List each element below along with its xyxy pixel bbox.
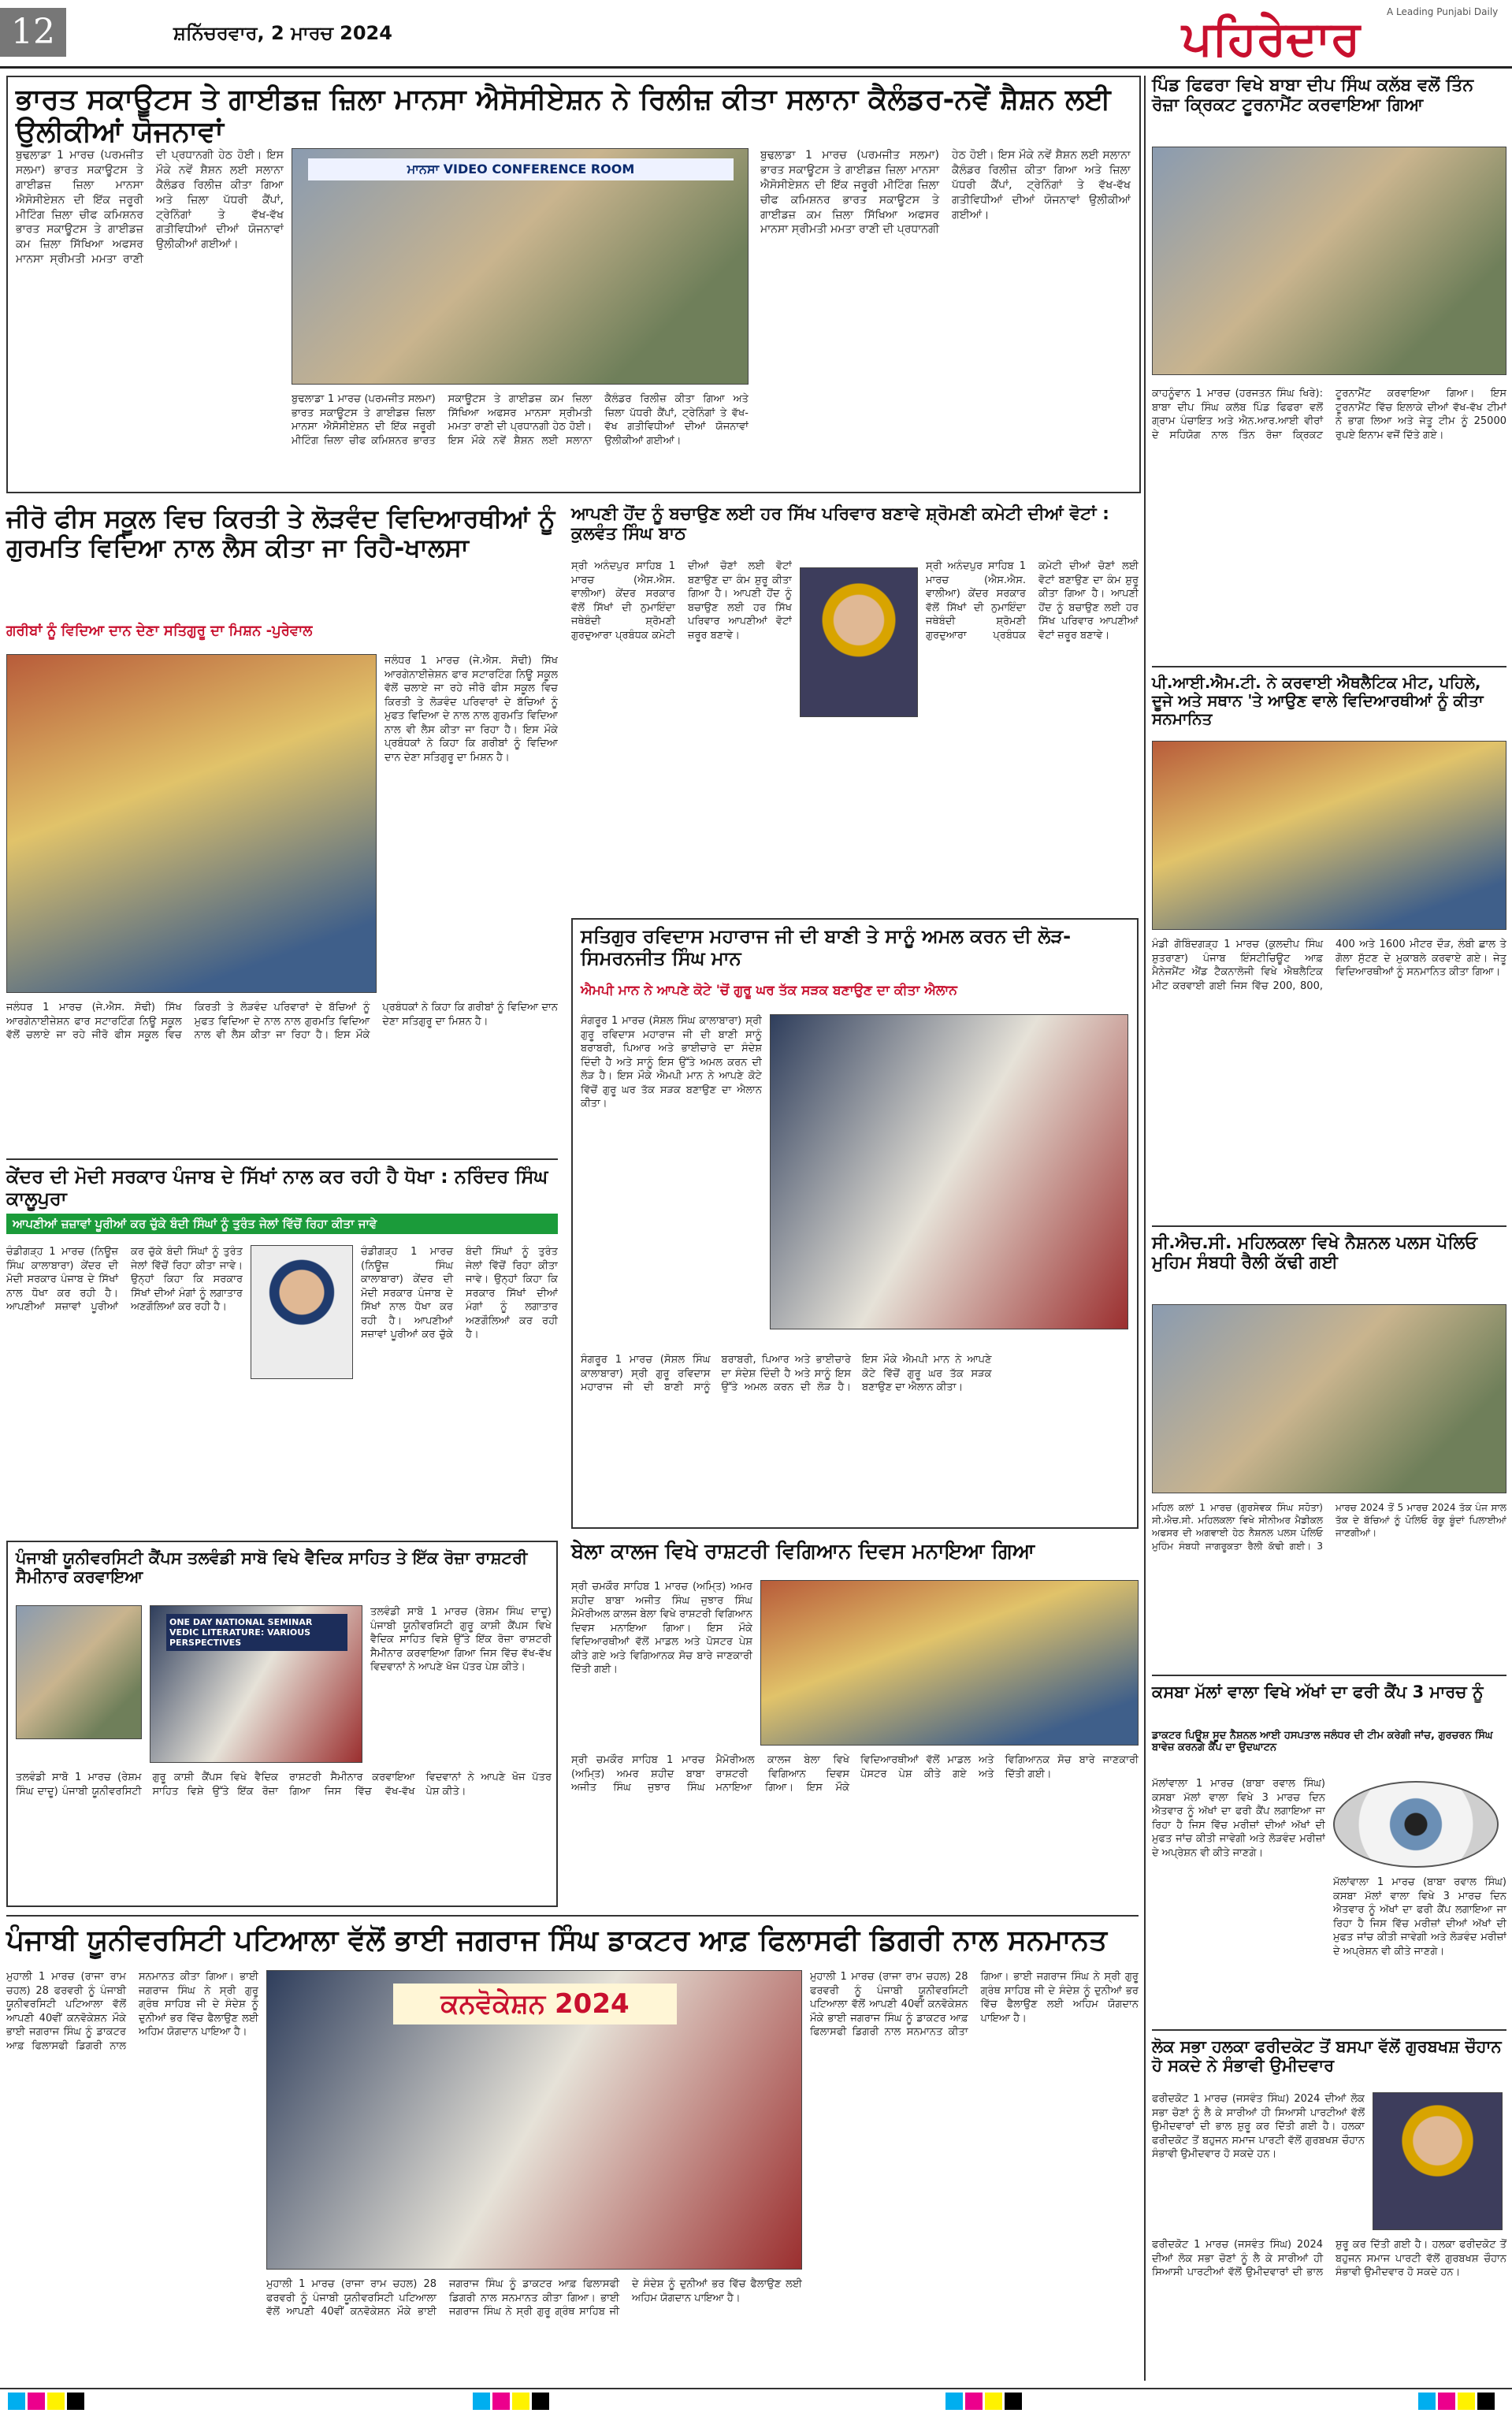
article-body: ਮੱਲਾਂਵਾਲਾ 1 ਮਾਰਚ (ਬਾਬਾ ਰਵਾਲ ਸਿੰਘ) ਕਸਬਾ ਮੱਲਾਂ ਵਾਲਾ ਵਿਖੇ 3 ਮਾਰਚ ਦਿਨ ਐਤਵਾਰ ਨੂੰ ਅੱਖਾਂ ਦਾ ਫਰੀ ਕੈਂਪ ਲਗਾਇਆ ਜਾ ਰਿਹਾ ਹੈ ਜਿਸ ਵਿੱਚ ਮਰੀਜ਼ਾਂ ਦੀਆਂ ਅੱਖਾਂ ਦੀ ਮੁਫਤ ਜਾਂਚ ਕੀਤੀ ਜਾਵੇਗੀ ਅਤੇ ਲੋੜਵੰਦ ਮਰੀਜ਼ਾਂ ਦੇ ਅਪ੍ਰੇਸ਼ਨ ਵੀ ਕੀਤੇ ਜਾਣਗੇ। bbox=[1152, 1778, 1325, 1859]
article-polio bbox=[1152, 1225, 1506, 1667]
header-rule bbox=[0, 66, 1512, 69]
divider bbox=[1152, 1225, 1506, 1227]
color-swatches-left bbox=[8, 2393, 87, 2413]
article-headline: ਪੀ.ਆਈ.ਐਮ.ਟੀ. ਨੇ ਕਰਵਾਈ ਐਥਲੈਟਿਕ ਮੀਟ, ਪਹਿਲੇ, ਦੂਜੇ ਅਤੇ ਸਥਾਨ 'ਤੇ ਆਉਣ ਵਾਲੇ ਵਿਦਿਆਰਥੀਆਂ ਨੂੰ ਕੀਤਾ ਸਨਮਾਨਿਤ bbox=[1152, 673, 1484, 728]
news-photo bbox=[760, 1580, 1139, 1746]
article-body-continued: ਸ੍ਰੀ ਅਨੰਦਪੁਰ ਸਾਹਿਬ 1 ਮਾਰਚ (ਐਸ.ਐਸ. ਵਾਲੀਆ) ਕੇਂਦਰ ਸਰਕਾਰ ਵੱਲੋਂ ਸਿੱਖਾਂ ਦੀ ਨੁਮਾਇੰਦਾ ਜਥੇਬੰਦੀ ਸ਼੍ਰੋਮਣੀ ਗੁਰਦੁਆਰਾ ਪ੍ਰਬੰਧਕ ਕਮੇਟੀ ਦੀਆਂ ਚੋਣਾਂ ਲਈ ਵੋਟਾਂ ਬਣਾਉਣ ਦਾ ਕੰਮ ਸ਼ੁਰੂ ਕੀਤਾ ਗਿਆ ਹੈ। ਆਪਣੀ ਹੋਂਦ ਨੂੰ ਬਚਾਉਣ ਲਈ ਹਰ ਸਿੱਖ ਪਰਿਵਾਰ ਆਪਣੀਆਂ ਵੋਟਾਂ ਜ਼ਰੂਰ ਬਣਾਵੇ। bbox=[926, 560, 1139, 641]
article-baath bbox=[571, 504, 1139, 914]
article-subhead: ਗਰੀਬਾਂ ਨੂੰ ਵਿਦਿਆ ਦਾਨ ਦੇਣਾ ਸਤਿਗੁਰੂ ਦਾ ਮਿਸ਼ਨ -ਪੁਰੇਵਾਲ bbox=[6, 623, 313, 639]
page-header bbox=[0, 0, 1512, 71]
masthead: ਪਹਿਰੇਦਾਰ bbox=[1182, 11, 1361, 66]
article-eye-camp bbox=[1152, 1675, 1506, 2021]
column-divider bbox=[1144, 76, 1146, 2381]
article-body: ਮੁਹਾਲੀ 1 ਮਾਰਚ (ਰਾਜਾ ਰਾਮ ਚਹਲ) 28 ਫਰਵਰੀ ਨੂੰ ਪੰਜਾਬੀ ਯੂਨੀਵਰਸਿਟੀ ਪਟਿਆਲਾ ਵੱਲੋਂ ਆਪਣੀ 40ਵੀਂ ਕਨਵੋਕੇਸ਼ਨ ਮੌਕੇ ਭਾਈ ਜਗਰਾਜ ਸਿੰਘ ਨੂੰ ਡਾਕਟਰ ਆਫ਼ ਫਿਲਾਸਫੀ ਡਿਗਰੀ ਨਾਲ ਸਨਮਾਨਤ ਕੀਤਾ ਗਿਆ। ਭਾਈ ਜਗਰਾਜ ਸਿੰਘ ਨੇ ਸ੍ਰੀ ਗੁਰੂ ਗ੍ਰੰਥ ਸਾਹਿਬ ਜੀ ਦੇ ਸੰਦੇਸ਼ ਨੂੰ ਦੁਨੀਆਂ ਭਰ ਵਿੱਚ ਫੈਲਾਉਣ ਲਈ ਅਹਿਮ ਯੋਗਦਾਨ ਪਾਇਆ ਹੈ। bbox=[6, 1971, 258, 2052]
article-cricket bbox=[1152, 76, 1506, 659]
divider bbox=[6, 1915, 1139, 1917]
article-headline: ਪੰਜਾਬੀ ਯੂਨੀਵਰਸਿਟੀ ਕੈਂਪਸ ਤਲਵੰਡੀ ਸਾਬੋ ਵਿਖੇ ਵੈਦਿਕ ਸਾਹਿਤ ਤੇ ਇੱਕ ਰੋਜ਼ਾ ਰਾਸ਼ਟਰੀ ਸੈਮੀਨਾਰ ਕਰਵਾਇਆ bbox=[16, 1549, 528, 1587]
article-body: ਕਾਹਨੂੰਵਾਨ 1 ਮਾਰਚ (ਹਰਜਤਨ ਸਿੰਘ ਖਿਰੇ): ਬਾਬਾ ਦੀਪ ਸਿੰਘ ਕਲੱਬ ਪਿੰਡ ਫਿਫਰਾ ਵਲੋਂ ਗ੍ਰਾਮ ਪੰਚਾਇਤ ਅਤੇ ਐਨ.ਆਰ.ਆਈ ਵੀਰਾਂ ਦੇ ਸਹਿਯੋਗ ਨਾਲ ਤਿੰਨ ਰੋਜ਼ਾ ਕ੍ਰਿਕਟ ਟੂਰਨਾਮੈਂਟ ਕਰਵਾਇਆ ਗਿਆ। ਇਸ ਟੂਰਨਾਮੈਂਟ ਵਿੱਚ ਇਲਾਕੇ ਦੀਆਂ ਵੱਖ-ਵੱਖ ਟੀਮਾਂ ਨੇ ਭਾਗ ਲਿਆ ਅਤੇ ਜੇਤੂ ਟੀਮ ਨੂੰ 25000 ਰੁਪਏ ਇਨਾਮ ਵਜੋਂ ਦਿੱਤੇ ਗਏ। bbox=[1152, 388, 1506, 441]
color-swatches-center-right bbox=[945, 2393, 1024, 2413]
article-headline: ਲੋਕ ਸਭਾ ਹਲਕਾ ਫਰੀਦਕੋਟ ਤੋਂ ਬਸਪਾ ਵੱਲੋਂ ਗੁਰਬਖਸ਼ ਚੌਹਾਨ ਹੋ ਸਕਦੇ ਨੇ ਸੰਭਾਵੀ ਉਮੀਦਵਾਰ bbox=[1152, 2037, 1502, 2076]
article-lok-sabha bbox=[1152, 2029, 1506, 2380]
news-photo bbox=[1152, 741, 1506, 930]
article-ravidas bbox=[571, 918, 1139, 1529]
article-scouts bbox=[6, 76, 1141, 493]
news-photo bbox=[266, 1970, 802, 2270]
article-body-continued: ਸੰਗਰੂਰ 1 ਮਾਰਚ (ਸੋਸ਼ਲ ਸਿੰਘ ਕਾਲਾਬਾਰਾ) ਸ੍ਰੀ ਗੁਰੂ ਰਵਿਦਾਸ ਮਹਾਰਾਜ ਜੀ ਦੀ ਬਾਣੀ ਸਾਨੂੰ ਬਰਾਬਰੀ, ਪਿਆਰ ਅਤੇ ਭਾਈਚਾਰੇ ਦਾ ਸੰਦੇਸ਼ ਦਿੰਦੀ ਹੈ ਅਤੇ ਸਾਨੂੰ ਇਸ ਉੱਤੇ ਅਮਲ ਕਰਨ ਦੀ ਲੋੜ ਹੈ। ਇਸ ਮੌਕੇ ਐਮਪੀ ਮਾਨ ਨੇ ਆਪਣੇ ਕੋਟੇ ਵਿੱਚੋਂ ਗੁਰੂ ਘਰ ਤੱਕ ਸੜਕ ਬਣਾਉਣ ਦਾ ਐਲਾਨ ਕੀਤਾ। bbox=[581, 1354, 992, 1394]
article-body-right: ਮੁਹਾਲੀ 1 ਮਾਰਚ (ਰਾਜਾ ਰਾਮ ਚਹਲ) 28 ਫਰਵਰੀ ਨੂੰ ਪੰਜਾਬੀ ਯੂਨੀਵਰਸਿਟੀ ਪਟਿਆਲਾ ਵੱਲੋਂ ਆਪਣੀ 40ਵੀਂ ਕਨਵੋਕੇਸ਼ਨ ਮੌਕੇ ਭਾਈ ਜਗਰਾਜ ਸਿੰਘ ਨੂੰ ਡਾਕਟਰ ਆਫ਼ ਫਿਲਾਸਫੀ ਡਿਗਰੀ ਨਾਲ ਸਨਮਾਨਤ ਕੀਤਾ ਗਿਆ। ਭਾਈ ਜਗਰਾਜ ਸਿੰਘ ਨੇ ਸ੍ਰੀ ਗੁਰੂ ਗ੍ਰੰਥ ਸਾਹਿਬ ਜੀ ਦੇ ਸੰਦੇਸ਼ ਨੂੰ ਦੁਨੀਆਂ ਭਰ ਵਿੱਚ ਫੈਲਾਉਣ ਲਈ ਅਹਿਮ ਯੋਗਦਾਨ ਪਾਇਆ ਹੈ। bbox=[810, 1971, 1139, 2039]
article-headline: ਪਿੰਡ ਫਿਫਰਾ ਵਿਖੇ ਬਾਬਾ ਦੀਪ ਸਿੰਘ ਕਲੱਬ ਵਲੋਂ ਤਿੰਨ ਰੋਜ਼ਾ ਕ੍ਰਿਕਟ ਟੂਰਨਾਮੈਂਟ ਕਰਵਾਇਆ ਗਿਆ bbox=[1152, 76, 1474, 116]
article-body-continued: ਮੱਲਾਂਵਾਲਾ 1 ਮਾਰਚ (ਬਾਬਾ ਰਵਾਲ ਸਿੰਘ) ਕਸਬਾ ਮੱਲਾਂ ਵਾਲਾ ਵਿਖੇ 3 ਮਾਰਚ ਦਿਨ ਐਤਵਾਰ ਨੂੰ ਅੱਖਾਂ ਦਾ ਫਰੀ ਕੈਂਪ ਲਗਾਇਆ ਜਾ ਰਿਹਾ ਹੈ ਜਿਸ ਵਿੱਚ ਮਰੀਜ਼ਾਂ ਦੀਆਂ ਅੱਖਾਂ ਦੀ ਮੁਫਤ ਜਾਂਚ ਕੀਤੀ ਜਾਵੇਗੀ ਅਤੇ ਲੋੜਵੰਦ ਮਰੀਜ਼ਾਂ ਦੇ ਅਪ੍ਰੇਸ਼ਨ ਵੀ ਕੀਤੇ ਜਾਣਗੇ। bbox=[1333, 1876, 1506, 1958]
page-number: 12 bbox=[0, 8, 66, 57]
article-body: ਮੰਡੀ ਗੋਬਿੰਦਗੜ੍ਹ 1 ਮਾਰਚ (ਕੁਲਦੀਪ ਸਿੰਘ ਸ਼ੁਤਰਾਣਾ) ਪੰਜਾਬ ਇੰਸਟੀਚਿਊਟ ਆਫ਼ ਮੈਨੇਜਮੈਂਟ ਐਂਡ ਟੈਕਨਾਲੋਜੀ ਵਿਖੇ ਐਥਲੈਟਿਕ ਮੀਟ ਕਰਵਾਈ ਗਈ ਜਿਸ ਵਿੱਚ 200, 800, 400 ਅਤੇ 1600 ਮੀਟਰ ਦੌੜ, ਲੰਬੀ ਛਾਲ ਤੇ ਗੋਲਾ ਸੁੱਟਣ ਦੇ ਮੁਕਾਬਲੇ ਕਰਵਾਏ ਗਏ। ਜੇਤੂ ਵਿਦਿਆਰਥੀਆਂ ਨੂੰ ਸਨਮਾਨਿਤ ਕੀਤਾ ਗਿਆ। bbox=[1152, 939, 1506, 992]
eye-illustration bbox=[1333, 1781, 1499, 1868]
tagline: A Leading Punjabi Daily bbox=[1387, 6, 1499, 17]
article-body-continued: ਬੁਢਲਾਡਾ 1 ਮਾਰਚ (ਪਰਮਜੀਤ ਸਲਮਾ) ਭਾਰਤ ਸਕਾਊਟਸ ਤੇ ਗਾਈਡਜ਼ ਜ਼ਿਲਾ ਮਾਨਸਾ ਐਸੋਸੀਏਸ਼ਨ ਦੀ ਇੱਕ ਜਰੂਰੀ ਮੀਟਿੰਗ ਜ਼ਿਲਾ ਚੀਫ ਕਮਿਸ਼ਨਰ ਭਾਰਤ ਸਕਾਊਟਸ ਤੇ ਗਾਈਡਜ਼ ਕਮ ਜ਼ਿਲਾ ਸਿੱਖਿਆ ਅਫਸਰ ਮਾਨਸਾ ਸ੍ਰੀਮਤੀ ਮਮਤਾ ਰਾਣੀ ਦੀ ਪ੍ਰਧਾਨਗੀ ਹੇਠ ਹੋਈ। ਇਸ ਮੌਕੇ ਨਵੇਂ ਸ਼ੈਸ਼ਨ ਲਈ ਸਲਾਨਾ ਕੈਲੰਡਰ ਰਿਲੀਜ਼ ਕੀਤਾ ਗਿਆ ਅਤੇ ਜ਼ਿਲਾ ਪੱਧਰੀ ਕੈਂਪਾਂ, ਟ੍ਰੇਨਿੰਗਾਂ ਤੇ ਵੱਖ-ਵੱਖ ਗਤੀਵਿਧੀਆਂ ਦੀਆਂ ਯੋਜਨਾਵਾਂ ਉਲੀਕੀਆਂ ਗਈਆਂ। bbox=[292, 393, 749, 447]
article-headline: ਸੀ.ਐਚ.ਸੀ. ਮਹਿਲਕਲਾ ਵਿਖੇ ਨੈਸ਼ਨਲ ਪਲਸ ਪੋਲਿਓ ਮੁਹਿਮ ਸੰਬਧੀ ਰੈਲੀ ਕੱਢੀ ਗਈ bbox=[1152, 1233, 1478, 1273]
article-subhead: ਐਮਪੀ ਮਾਨ ਨੇ ਆਪਣੇ ਕੋਟੇ 'ਚੋਂ ਗੁਰੂ ਘਰ ਤੱਕ ਸੜਕ ਬਣਾਉਣ ਦਾ ਕੀਤਾ ਐਲਾਨ bbox=[581, 983, 957, 998]
article-headline: ਸਤਿਗੁਰ ਰਵਿਦਾਸ ਮਹਾਰਾਜ ਜੀ ਦੀ ਬਾਣੀ ਤੇ ਸਾਨੂੰ ਅਮਲ ਕਰਨ ਦੀ ਲੋੜ- ਸਿਮਰਨਜੀਤ ਸਿੰਘ ਮਾਨ bbox=[581, 925, 1072, 969]
article-headline: ਭਾਰਤ ਸਕਾਊਟਸ ਤੇ ਗਾਈਡਜ਼ ਜ਼ਿਲਾ ਮਾਨਸਾ ਐਸੋਸੀਏਸ਼ਨ ਨੇ ਰਿਲੀਜ਼ ਕੀਤਾ ਸਲਾਨਾ ਕੈਲੰਡਰ-ਨਵੇਂ ਸ਼ੈਸ਼ਨ ਲਈ ਉਲੀਕੀਆਂ ਯੋਜਨਾਵਾਂ bbox=[16, 84, 1111, 149]
article-headline: ਬੇਲਾ ਕਾਲਜ ਵਿਖੇ ਰਾਸ਼ਟਰੀ ਵਿਗਿਆਨ ਦਿਵਸ ਮਨਾਇਆ ਗਿਆ bbox=[571, 1540, 1035, 1563]
article-university bbox=[6, 1915, 1139, 2380]
color-swatches-center bbox=[473, 2393, 552, 2413]
photo-banner: ਮਾਨਸਾ VIDEO CONFERENCE ROOM bbox=[308, 158, 734, 180]
article-body-continued: ਸ੍ਰੀ ਚਮਕੌਰ ਸਾਹਿਬ 1 ਮਾਰਚ (ਅਮਿ੍ਤ) ਅਮਰ ਸ਼ਹੀਦ ਬਾਬਾ ਅਜੀਤ ਸਿੰਘ ਜੁਝਾਰ ਸਿੰਘ ਮੈਮੋਰੀਅਲ ਕਾਲਜ ਬੇਲਾ ਵਿਖੇ ਰਾਸ਼ਟਰੀ ਵਿਗਿਆਨ ਦਿਵਸ ਮਨਾਇਆ ਗਿਆ। ਇਸ ਮੌਕੇ ਵਿਦਿਆਰਥੀਆਂ ਵੱਲੋਂ ਮਾਡਲ ਅਤੇ ਪੋਸਟਰ ਪੇਸ਼ ਕੀਤੇ ਗਏ ਅਤੇ ਵਿਗਿਆਨਕ ਸੋਚ ਬਾਰੇ ਜਾਣਕਾਰੀ ਦਿੱਤੀ ਗਈ। bbox=[571, 1754, 1139, 1794]
news-photo bbox=[6, 654, 377, 993]
article-body-continued: ਜਲੰਧਰ 1 ਮਾਰਚ (ਜੇ.ਐਸ. ਸੋਢੀ) ਸਿੱਖ ਆਰਗੇਨਾਈਜ਼ੇਸ਼ਨ ਫਾਰ ਸਟਾਰਟਿੰਗ ਨਿਊ ਸਕੂਲ ਵੱਲੋਂ ਚਲਾਏ ਜਾ ਰਹੇ ਜੀਰੋ ਫੀਸ ਸਕੂਲ ਵਿਚ ਕਿਰਤੀ ਤੇ ਲੋੜਵੰਦ ਪਰਿਵਾਰਾਂ ਦੇ ਬੱਚਿਆਂ ਨੂੰ ਮੁਫਤ ਵਿਦਿਆ ਦੇ ਨਾਲ ਨਾਲ ਗੁਰਮਤਿ ਵਿਦਿਆ ਨਾਲ ਵੀ ਲੈਸ ਕੀਤਾ ਜਾ ਰਿਹਾ ਹੈ। ਇਸ ਮੌਕੇ ਪ੍ਰਬੰਧਕਾਂ ਨੇ ਕਿਹਾ ਕਿ ਗਰੀਬਾਂ ਨੂੰ ਵਿਦਿਆ ਦਾਨ ਦੇਣਾ ਸਤਿਗੁਰੂ ਦਾ ਮਿਸ਼ਨ ਹੈ। bbox=[6, 1002, 558, 1042]
article-headline: ਜੀਰੋ ਫੀਸ ਸਕੂਲ ਵਿਚ ਕਿਰਤੀ ਤੇ ਲੋੜਵੰਦ ਵਿਦਿਆਰਥੀਆਂ ਨੂੰ ਗੁਰਮਤਿ ਵਿਦਿਆ ਨਾਲ ਲੈਸ ਕੀਤਾ ਜਾ ਰਿਹੈ-ਖਾਲਸਾ bbox=[6, 504, 555, 563]
article-body: ਸੰਗਰੂਰ 1 ਮਾਰਚ (ਸੋਸ਼ਲ ਸਿੰਘ ਕਾਲਾਬਾਰਾ) ਸ੍ਰੀ ਗੁਰੂ ਰਵਿਦਾਸ ਮਹਾਰਾਜ ਜੀ ਦੀ ਬਾਣੀ ਸਾਨੂੰ ਬਰਾਬਰੀ, ਪਿਆਰ ਅਤੇ ਭਾਈਚਾਰੇ ਦਾ ਸੰਦੇਸ਼ ਦਿੰਦੀ ਹੈ ਅਤੇ ਸਾਨੂੰ ਇਸ ਉੱਤੇ ਅਮਲ ਕਰਨ ਦੀ ਲੋੜ ਹੈ। ਇਸ ਮੌਕੇ ਐਮਪੀ ਮਾਨ ਨੇ ਆਪਣੇ ਕੋਟੇ ਵਿੱਚੋਂ ਗੁਰੂ ਘਰ ਤੱਕ ਸੜਕ ਬਣਾਉਣ ਦਾ ਐਲਾਨ ਕੀਤਾ। bbox=[581, 1015, 762, 1110]
news-photo bbox=[292, 148, 749, 385]
news-photo bbox=[1152, 1304, 1506, 1493]
news-photo bbox=[1152, 147, 1506, 375]
print-registration-bar bbox=[0, 2388, 1512, 2411]
news-photo-stage bbox=[150, 1605, 362, 1763]
article-body: ਸ੍ਰੀ ਅਨੰਦਪੁਰ ਸਾਹਿਬ 1 ਮਾਰਚ (ਐਸ.ਐਸ. ਵਾਲੀਆ) ਕੇਂਦਰ ਸਰਕਾਰ ਵੱਲੋਂ ਸਿੱਖਾਂ ਦੀ ਨੁਮਾਇੰਦਾ ਜਥੇਬੰਦੀ ਸ਼੍ਰੋਮਣੀ ਗੁਰਦੁਆਰਾ ਪ੍ਰਬੰਧਕ ਕਮੇਟੀ ਦੀਆਂ ਚੋਣਾਂ ਲਈ ਵੋਟਾਂ ਬਣਾਉਣ ਦਾ ਕੰਮ ਸ਼ੁਰੂ ਕੀਤਾ ਗਿਆ ਹੈ। ਆਪਣੀ ਹੋਂਦ ਨੂੰ ਬਚਾਉਣ ਲਈ ਹਰ ਸਿੱਖ ਪਰਿਵਾਰ ਆਪਣੀਆਂ ਵੋਟਾਂ ਜ਼ਰੂਰ ਬਣਾਵੇ। bbox=[571, 560, 792, 641]
date-line: ਸ਼ਨਿੱਚਰਵਾਰ, 2 ਮਾਰਚ 2024 bbox=[173, 22, 392, 44]
article-kalupura bbox=[6, 1158, 558, 1529]
article-headline: ਪੰਜਾਬੀ ਯੂਨੀਵਰਸਿਟੀ ਪਟਿਆਲਾ ਵੱਲੋਂ ਭਾਈ ਜਗਰਾਜ ਸਿੰਘ ਡਾਕਟਰ ਆਫ਼ ਫਿਲਾਸਫੀ ਡਿਗਰੀ ਨਾਲ ਸਨਮਾਨਤ bbox=[6, 1924, 1108, 1957]
article-headline: ਕੇਂਦਰ ਦੀ ਮੋਦੀ ਸਰਕਾਰ ਪੰਜਾਬ ਦੇ ਸਿੱਖਾਂ ਨਾਲ ਕਰ ਰਹੀ ਹੈ ਧੋਖਾ : ਨਰਿੰਦਰ ਸਿੰਘ ਕਾਲੂਪੁਰਾ bbox=[6, 1166, 548, 1210]
photo-banner: ONE DAY NATIONAL SEMINAR VEDIC LITERATURE: VARIOUS PERSPECTIVES bbox=[166, 1614, 347, 1651]
portrait-photo bbox=[800, 567, 918, 717]
news-photo bbox=[16, 1605, 142, 1739]
news-photo bbox=[770, 1014, 1128, 1329]
article-body-right: ਤਲਵੰਡੀ ਸਾਬੋ 1 ਮਾਰਚ (ਰੇਸ਼ਮ ਸਿੰਘ ਦਾਦੂ) ਪੰਜਾਬੀ ਯੂਨੀਵਰਸਿਟੀ ਗੁਰੂ ਕਾਸ਼ੀ ਕੈਂਪਸ ਵਿਖੇ ਵੈਦਿਕ ਸਾਹਿਤ ਵਿਸ਼ੇ ਉੱਤੇ ਇੱਕ ਰੋਜ਼ਾ ਰਾਸ਼ਟਰੀ ਸੈਮੀਨਾਰ ਕਰਵਾਇਆ ਗਿਆ ਜਿਸ ਵਿੱਚ ਵੱਖ-ਵੱਖ ਵਿਦਵਾਨਾਂ ਨੇ ਆਪਣੇ ਖੋਜ ਪੱਤਰ ਪੇਸ਼ ਕੀਤੇ। bbox=[370, 1606, 552, 1674]
article-body-continued: ਫਰੀਦਕੋਟ 1 ਮਾਰਚ (ਜਸਵੰਤ ਸਿੰਘ) 2024 ਦੀਆਂ ਲੋਕ ਸਭਾ ਚੋਣਾਂ ਨੂੰ ਲੈ ਕੇ ਸਾਰੀਆਂ ਹੀ ਸਿਆਸੀ ਪਾਰਟੀਆਂ ਵੱਲੋਂ ਉਮੀਦਵਾਰਾਂ ਦੀ ਭਾਲ ਸ਼ੁਰੂ ਕਰ ਦਿੱਤੀ ਗਈ ਹੈ। ਹਲਕਾ ਫਰੀਦਕੋਟ ਤੋਂ ਬਹੁਜਨ ਸਮਾਜ ਪਾਰਟੀ ਵੱਲੋਂ ਗੁਰਬਖਸ਼ ਚੌਹਾਨ ਸੰਭਾਵੀ ਉਮੀਦਵਾਰ ਹੋ ਸਕਦੇ ਹਨ। bbox=[1152, 2239, 1506, 2279]
article-athletic bbox=[1152, 666, 1506, 1218]
article-khalsa bbox=[6, 504, 558, 1151]
divider bbox=[1152, 666, 1506, 667]
article-body: ਸ੍ਰੀ ਚਮਕੌਰ ਸਾਹਿਬ 1 ਮਾਰਚ (ਅਮਿ੍ਤ) ਅਮਰ ਸ਼ਹੀਦ ਬਾਬਾ ਅਜੀਤ ਸਿੰਘ ਜੁਝਾਰ ਸਿੰਘ ਮੈਮੋਰੀਅਲ ਕਾਲਜ ਬੇਲਾ ਵਿਖੇ ਰਾਸ਼ਟਰੀ ਵਿਗਿਆਨ ਦਿਵਸ ਮਨਾਇਆ ਗਿਆ। ਇਸ ਮੌਕੇ ਵਿਦਿਆਰਥੀਆਂ ਵੱਲੋਂ ਮਾਡਲ ਅਤੇ ਪੋਸਟਰ ਪੇਸ਼ ਕੀਤੇ ਗਏ ਅਤੇ ਵਿਗਿਆਨਕ ਸੋਚ ਬਾਰੇ ਜਾਣਕਾਰੀ ਦਿੱਤੀ ਗਈ। bbox=[571, 1581, 752, 1676]
article-body: ਫਰੀਦਕੋਟ 1 ਮਾਰਚ (ਜਸਵੰਤ ਸਿੰਘ) 2024 ਦੀਆਂ ਲੋਕ ਸਭਾ ਚੋਣਾਂ ਨੂੰ ਲੈ ਕੇ ਸਾਰੀਆਂ ਹੀ ਸਿਆਸੀ ਪਾਰਟੀਆਂ ਵੱਲੋਂ ਉਮੀਦਵਾਰਾਂ ਦੀ ਭਾਲ ਸ਼ੁਰੂ ਕਰ ਦਿੱਤੀ ਗਈ ਹੈ। ਹਲਕਾ ਫਰੀਦਕੋਟ ਤੋਂ ਬਹੁਜਨ ਸਮਾਜ ਪਾਰਟੀ ਵੱਲੋਂ ਗੁਰਬਖਸ਼ ਚੌਹਾਨ ਸੰਭਾਵੀ ਉਮੀਦਵਾਰ ਹੋ ਸਕਦੇ ਹਨ। bbox=[1152, 2093, 1365, 2161]
photo-banner: ਕਨਵੋਕੇਸ਼ਨ 2024 bbox=[393, 1984, 677, 2024]
article-body: ਤਲਵੰਡੀ ਸਾਬੋ 1 ਮਾਰਚ (ਰੇਸ਼ਮ ਸਿੰਘ ਦਾਦੂ) ਪੰਜਾਬੀ ਯੂਨੀਵਰਸਿਟੀ ਗੁਰੂ ਕਾਸ਼ੀ ਕੈਂਪਸ ਵਿਖੇ ਵੈਦਿਕ ਸਾਹਿਤ ਵਿਸ਼ੇ ਉੱਤੇ ਇੱਕ ਰੋਜ਼ਾ ਰਾਸ਼ਟਰੀ ਸੈਮੀਨਾਰ ਕਰਵਾਇਆ ਗਿਆ ਜਿਸ ਵਿੱਚ ਵੱਖ-ਵੱਖ ਵਿਦਵਾਨਾਂ ਨੇ ਆਪਣੇ ਖੋਜ ਪੱਤਰ ਪੇਸ਼ ਕੀਤੇ। bbox=[16, 1772, 552, 1798]
article-subhead: ਆਪਣੀਆਂ ਜ਼ਜ਼ਾਵਾਂ ਪੂਰੀਆਂ ਕਰ ਚੁੱਕੇ ਬੰਦੀ ਸਿੰਘਾਂ ਨੂੰ ਤੁਰੰਤ ਜੇਲਾਂ ਵਿੱਚੋਂ ਰਿਹਾ ਕੀਤਾ ਜਾਵੇ bbox=[6, 1214, 558, 1234]
article-body-right: ਬੁਢਲਾਡਾ 1 ਮਾਰਚ (ਪਰਮਜੀਤ ਸਲਮਾ) ਭਾਰਤ ਸਕਾਊਟਸ ਤੇ ਗਾਈਡਜ਼ ਜ਼ਿਲਾ ਮਾਨਸਾ ਐਸੋਸੀਏਸ਼ਨ ਦੀ ਇੱਕ ਜਰੂਰੀ ਮੀਟਿੰਗ ਜ਼ਿਲਾ ਚੀਫ ਕਮਿਸ਼ਨਰ ਭਾਰਤ ਸਕਾਊਟਸ ਤੇ ਗਾਈਡਜ਼ ਕਮ ਜ਼ਿਲਾ ਸਿੱਖਿਆ ਅਫਸਰ ਮਾਨਸਾ ਸ੍ਰੀਮਤੀ ਮਮਤਾ ਰਾਣੀ ਦੀ ਪ੍ਰਧਾਨਗੀ ਹੇਠ ਹੋਈ। ਇਸ ਮੌਕੇ ਨਵੇਂ ਸ਼ੈਸ਼ਨ ਲਈ ਸਲਾਨਾ ਕੈਲੰਡਰ ਰਿਲੀਜ਼ ਕੀਤਾ ਗਿਆ ਅਤੇ ਜ਼ਿਲਾ ਪੱਧਰੀ ਕੈਂਪਾਂ, ਟ੍ਰੇਨਿੰਗਾਂ ਤੇ ਵੱਖ-ਵੱਖ ਗਤੀਵਿਧੀਆਂ ਦੀਆਂ ਯੋਜਨਾਵਾਂ ਉਲੀਕੀਆਂ ਗਈਆਂ। bbox=[760, 149, 1131, 236]
article-headline: ਕਸਬਾ ਮੱਲਾਂ ਵਾਲਾ ਵਿਖੇ ਅੱਖਾਂ ਦਾ ਫਰੀ ਕੈਂਪ 3 ਮਾਰਚ ਨੂੰ bbox=[1152, 1682, 1484, 1701]
divider bbox=[1152, 1675, 1506, 1676]
article-bela bbox=[571, 1541, 1139, 1907]
article-body-continued: ਮੁਹਾਲੀ 1 ਮਾਰਚ (ਰਾਜਾ ਰਾਮ ਚਹਲ) 28 ਫਰਵਰੀ ਨੂੰ ਪੰਜਾਬੀ ਯੂਨੀਵਰਸਿਟੀ ਪਟਿਆਲਾ ਵੱਲੋਂ ਆਪਣੀ 40ਵੀਂ ਕਨਵੋਕੇਸ਼ਨ ਮੌਕੇ ਭਾਈ ਜਗਰਾਜ ਸਿੰਘ ਨੂੰ ਡਾਕਟਰ ਆਫ਼ ਫਿਲਾਸਫੀ ਡਿਗਰੀ ਨਾਲ ਸਨਮਾਨਤ ਕੀਤਾ ਗਿਆ। ਭਾਈ ਜਗਰਾਜ ਸਿੰਘ ਨੇ ਸ੍ਰੀ ਗੁਰੂ ਗ੍ਰੰਥ ਸਾਹਿਬ ਜੀ ਦੇ ਸੰਦੇਸ਼ ਨੂੰ ਦੁਨੀਆਂ ਭਰ ਵਿੱਚ ਫੈਲਾਉਣ ਲਈ ਅਹਿਮ ਯੋਗਦਾਨ ਪਾਇਆ ਹੈ। bbox=[266, 2278, 802, 2318]
article-body: ਮਹਿਲ ਕਲਾਂ 1 ਮਾਰਚ (ਗੁਰਸੇਵਕ ਸਿੰਘ ਸਹੋਤਾ) ਸੀ.ਐਚ.ਸੀ. ਮਹਿਲਕਲਾ ਵਿਖੇ ਸੀਨੀਅਰ ਮੈਡੀਕਲ ਅਫਸਰ ਦੀ ਅਗਵਾਈ ਹੇਠ ਨੈਸ਼ਨਲ ਪਲਸ ਪੋਲਿਓ ਮੁਹਿੰਮ ਸੰਬਧੀ ਜਾਗਰੂਕਤਾ ਰੈਲੀ ਕੱਢੀ ਗਈ। 3 ਮਾਰਚ 2024 ਤੋਂ 5 ਮਾਰਚ 2024 ਤੱਕ ਪੰਜ ਸਾਲ ਤੱਕ ਦੇ ਬੱਚਿਆਂ ਨੂੰ ਪੋਲਿਓ ਰੋਕੂ ਬੂੰਦਾਂ ਪਿਲਾਈਆਂ ਜਾਣਗੀਆਂ। bbox=[1152, 1502, 1506, 1552]
color-swatches-right bbox=[1418, 2393, 1497, 2413]
article-seminar bbox=[6, 1541, 558, 1907]
article-body: ਬੁਢਲਾਡਾ 1 ਮਾਰਚ (ਪਰਮਜੀਤ ਸਲਮਾ) ਭਾਰਤ ਸਕਾਊਟਸ ਤੇ ਗਾਈਡਜ਼ ਜ਼ਿਲਾ ਮਾਨਸਾ ਐਸੋਸੀਏਸ਼ਨ ਦੀ ਇੱਕ ਜਰੂਰੀ ਮੀਟਿੰਗ ਜ਼ਿਲਾ ਚੀਫ ਕਮਿਸ਼ਨਰ ਭਾਰਤ ਸਕਾਊਟਸ ਤੇ ਗਾਈਡਜ਼ ਕਮ ਜ਼ਿਲਾ ਸਿੱਖਿਆ ਅਫਸਰ ਮਾਨਸਾ ਸ੍ਰੀਮਤੀ ਮਮਤਾ ਰਾਣੀ ਦੀ ਪ੍ਰਧਾਨਗੀ ਹੇਠ ਹੋਈ। ਇਸ ਮੌਕੇ ਨਵੇਂ ਸ਼ੈਸ਼ਨ ਲਈ ਸਲਾਨਾ ਕੈਲੰਡਰ ਰਿਲੀਜ਼ ਕੀਤਾ ਗਿਆ ਅਤੇ ਜ਼ਿਲਾ ਪੱਧਰੀ ਕੈਂਪਾਂ, ਟ੍ਰੇਨਿੰਗਾਂ ਤੇ ਵੱਖ-ਵੱਖ ਗਤੀਵਿਧੀਆਂ ਦੀਆਂ ਯੋਜਨਾਵਾਂ ਉਲੀਕੀਆਂ ਗਈਆਂ। bbox=[16, 149, 284, 266]
article-body: ਜਲੰਧਰ 1 ਮਾਰਚ (ਜੇ.ਐਸ. ਸੋਢੀ) ਸਿੱਖ ਆਰਗੇਨਾਈਜ਼ੇਸ਼ਨ ਫਾਰ ਸਟਾਰਟਿੰਗ ਨਿਊ ਸਕੂਲ ਵੱਲੋਂ ਚਲਾਏ ਜਾ ਰਹੇ ਜੀਰੋ ਫੀਸ ਸਕੂਲ ਵਿਚ ਕਿਰਤੀ ਤੇ ਲੋੜਵੰਦ ਪਰਿਵਾਰਾਂ ਦੇ ਬੱਚਿਆਂ ਨੂੰ ਮੁਫਤ ਵਿਦਿਆ ਦੇ ਨਾਲ ਨਾਲ ਗੁਰਮਤਿ ਵਿਦਿਆ ਨਾਲ ਵੀ ਲੈਸ ਕੀਤਾ ਜਾ ਰਿਹਾ ਹੈ। ਇਸ ਮੌਕੇ ਪ੍ਰਬੰਧਕਾਂ ਨੇ ਕਿਹਾ ਕਿ ਗਰੀਬਾਂ ਨੂੰ ਵਿਦਿਆ ਦਾਨ ਦੇਣਾ ਸਤਿਗੁਰੂ ਦਾ ਮਿਸ਼ਨ ਹੈ। bbox=[385, 655, 558, 764]
divider bbox=[6, 1158, 558, 1160]
divider bbox=[1152, 2029, 1506, 2031]
article-subhead: ਡਾਕਟਰ ਪਿਊਸ਼ ਸੂਦ ਨੈਸ਼ਨਲ ਆਈ ਹਸਪਤਾਲ ਜਲੰਧਰ ਦੀ ਟੀਮ ਕਰੇਗੀ ਜਾਂਚ, ਗੁਰਚਰਨ ਸਿੰਘ ਬਾਵੇਜ਼ ਕਰਨਗੇ ਕੈਂਪ ਦਾ ਉਦਘਾਟਨ bbox=[1152, 1730, 1493, 1753]
portrait-photo bbox=[1373, 2092, 1503, 2230]
portrait-photo bbox=[251, 1245, 353, 1379]
article-headline: ਆਪਣੀ ਹੋਂਦ ਨੂੰ ਬਚਾਉਣ ਲਈ ਹਰ ਸਿੱਖ ਪਰਿਵਾਰ ਬਣਾਵੇ ਸ਼੍ਰੋਮਣੀ ਕਮੇਟੀ ਦੀਆਂ ਵੋਟਾਂ : ਕੁਲਵੰਤ ਸਿੰਘ ਬਾਠ bbox=[571, 504, 1109, 545]
article-body-continued: ਚੰਡੀਗੜ੍ਹ 1 ਮਾਰਚ (ਨਿਊਜ਼ ਸਿੰਘ ਕਾਲਾਬਾਰਾ) ਕੇਂਦਰ ਦੀ ਮੋਦੀ ਸਰਕਾਰ ਪੰਜਾਬ ਦੇ ਸਿੱਖਾਂ ਨਾਲ ਧੋਖਾ ਕਰ ਰਹੀ ਹੈ। ਆਪਣੀਆਂ ਸਜ਼ਾਵਾਂ ਪੂਰੀਆਂ ਕਰ ਚੁੱਕੇ ਬੰਦੀ ਸਿੰਘਾਂ ਨੂੰ ਤੁਰੰਤ ਜੇਲਾਂ ਵਿੱਚੋਂ ਰਿਹਾ ਕੀਤਾ ਜਾਵੇ। ਉਨ੍ਹਾਂ ਕਿਹਾ ਕਿ ਸਰਕਾਰ ਸਿੱਖਾਂ ਦੀਆਂ ਮੰਗਾਂ ਨੂੰ ਲਗਾਤਾਰ ਅਣਗੌਲਿਆਂ ਕਰ ਰਹੀ ਹੈ। bbox=[361, 1246, 558, 1341]
article-body: ਚੰਡੀਗੜ੍ਹ 1 ਮਾਰਚ (ਨਿਊਜ਼ ਸਿੰਘ ਕਾਲਾਬਾਰਾ) ਕੇਂਦਰ ਦੀ ਮੋਦੀ ਸਰਕਾਰ ਪੰਜਾਬ ਦੇ ਸਿੱਖਾਂ ਨਾਲ ਧੋਖਾ ਕਰ ਰਹੀ ਹੈ। ਆਪਣੀਆਂ ਸਜ਼ਾਵਾਂ ਪੂਰੀਆਂ ਕਰ ਚੁੱਕੇ ਬੰਦੀ ਸਿੰਘਾਂ ਨੂੰ ਤੁਰੰਤ ਜੇਲਾਂ ਵਿੱਚੋਂ ਰਿਹਾ ਕੀਤਾ ਜਾਵੇ। ਉਨ੍ਹਾਂ ਕਿਹਾ ਕਿ ਸਰਕਾਰ ਸਿੱਖਾਂ ਦੀਆਂ ਮੰਗਾਂ ਨੂੰ ਲਗਾਤਾਰ ਅਣਗੌਲਿਆਂ ਕਰ ਰਹੀ ਹੈ। bbox=[6, 1246, 243, 1314]
